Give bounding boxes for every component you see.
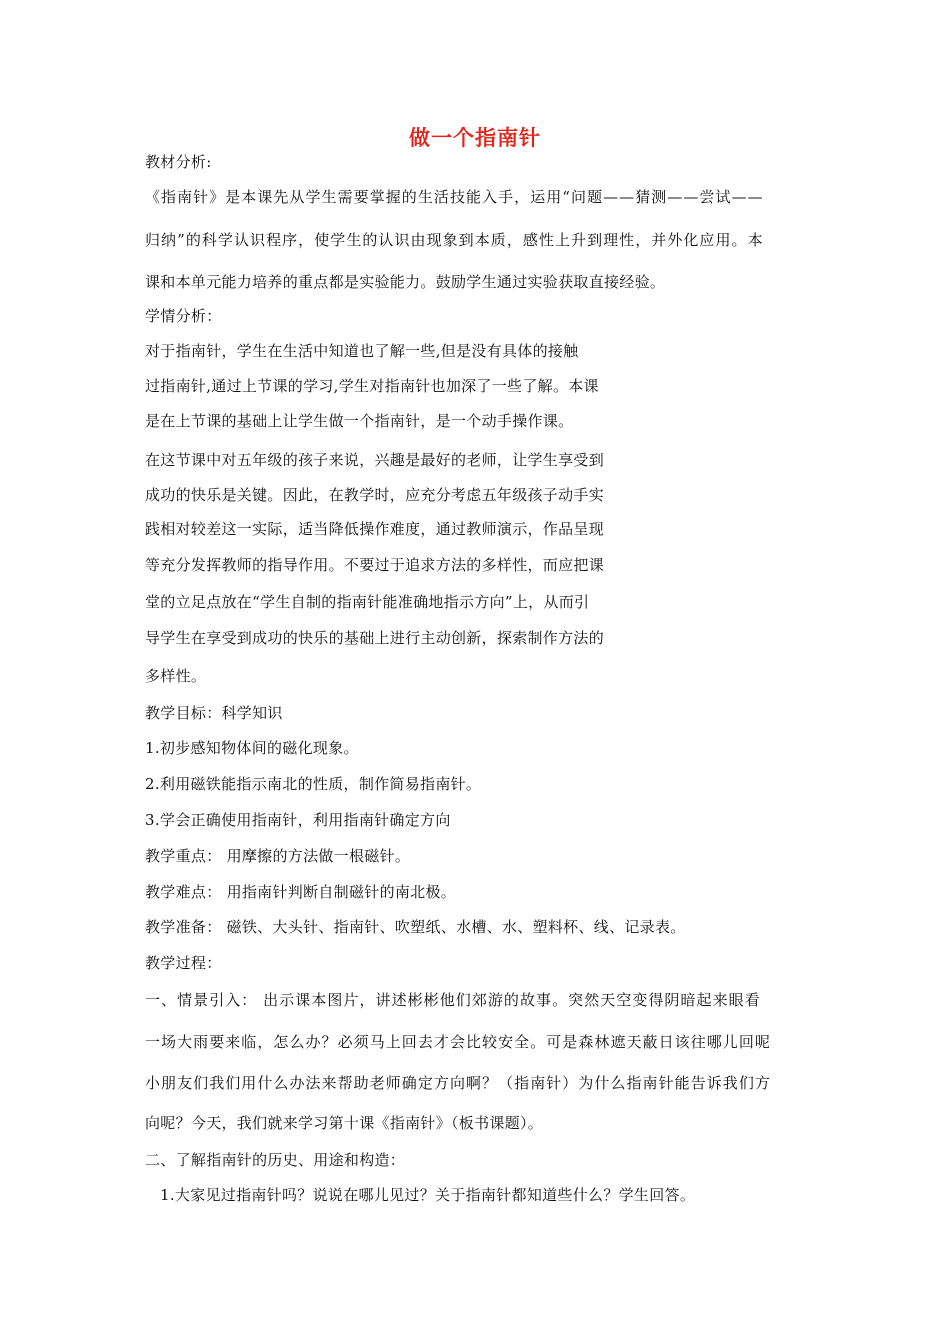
paragraph-line: 对于指南针，学生在生活中知道也了解一些,但是没有具体的接触	[145, 342, 579, 360]
paragraph-line: 多样性。	[145, 667, 207, 685]
heading-teaching-process: 教学过程：	[145, 954, 222, 972]
paragraph-line: 导学生在享受到成功的快乐的基础上进行主动创新，探索制作方法的	[145, 629, 605, 647]
paragraph-line: 《指南针》是本课先从学生需要掌握的生活技能入手，运用“问题——猜测——尝试——	[145, 188, 764, 206]
teaching-difficulty: 教学难点： 用指南针判断自制磁针的南北极。	[145, 883, 457, 901]
paragraph-line: 在这节课中对五年级的孩子来说，兴趣是最好的老师，让学生享受到	[145, 451, 605, 469]
document-title: 做一个指南针	[409, 126, 541, 150]
heading-student-analysis: 学情分析：	[145, 307, 222, 325]
paragraph-line: 践相对较差这一实际，适当降低操作难度，通过教师演示，作品呈现	[145, 520, 605, 538]
paragraph-line: 是在上节课的基础上让学生做一个指南针，是一个动手操作课。	[145, 412, 574, 430]
list-item: 1.大家见过指南针吗？说说在哪儿见过？关于指南针都知道些什么？学生回答。	[160, 1186, 696, 1204]
paragraph-line: 向呢？今天，我们就来学习第十课《指南针》（板书课题）。	[145, 1114, 544, 1132]
heading-teaching-goals: 教学目标：科学知识	[145, 704, 283, 722]
paragraph-line: 堂的立足点放在“学生自制的指南针能准确地指示方向”上，从而引	[145, 593, 590, 611]
paragraph-line: 过指南针,通过上节课的学习,学生对指南针也加深了一些了解。本课	[145, 377, 599, 395]
teaching-preparation: 教学准备： 磁铁、大头针、指南针、吹塑纸、水槽、水、塑料杯、线、记录表。	[145, 918, 686, 936]
section-heading: 二、了解指南针的历史、用途和构造：	[145, 1151, 406, 1169]
paragraph-line: 一场大雨要来临，怎么办？必须马上回去才会比较安全。可是森林遮天蔽日该往哪儿回呢	[145, 1033, 771, 1051]
paragraph-line: 一、情景引入： 出示课本图片，讲述彬彬他们郊游的故事。突然天空变得阴暗起来眼看	[145, 991, 761, 1009]
paragraph-line: 课和本单元能力培养的重点都是实验能力。鼓励学生通过实验获取直接经验。	[145, 273, 666, 291]
list-item: 2.利用磁铁能指示南北的性质，制作简易指南针。	[145, 775, 482, 793]
list-item: 1.初步感知物体间的磁化现象。	[145, 739, 359, 757]
heading-textbook-analysis: 教材分析:	[145, 153, 212, 171]
paragraph-line: 等充分发挥教师的指导作用。不要过于追求方法的多样性，而应把课	[145, 556, 605, 574]
paragraph-line: 小朋友们我们用什么办法来帮助老师确定方向啊？（指南针）为什么指南针能告诉我们方	[145, 1074, 771, 1092]
paragraph-line: 成功的快乐是关键。因此，在教学时，应充分考虑五年级孩子动手实	[145, 486, 605, 504]
paragraph-line: 归纳”的科学认识程序，使学生的认识由现象到本质，感性上升到理性，并外化应用。本	[145, 231, 764, 249]
teaching-focus: 教学重点： 用摩擦的方法做一根磁针。	[145, 847, 411, 865]
list-item: 3.学会正确使用指南针，利用指南针确定方向	[145, 811, 451, 829]
